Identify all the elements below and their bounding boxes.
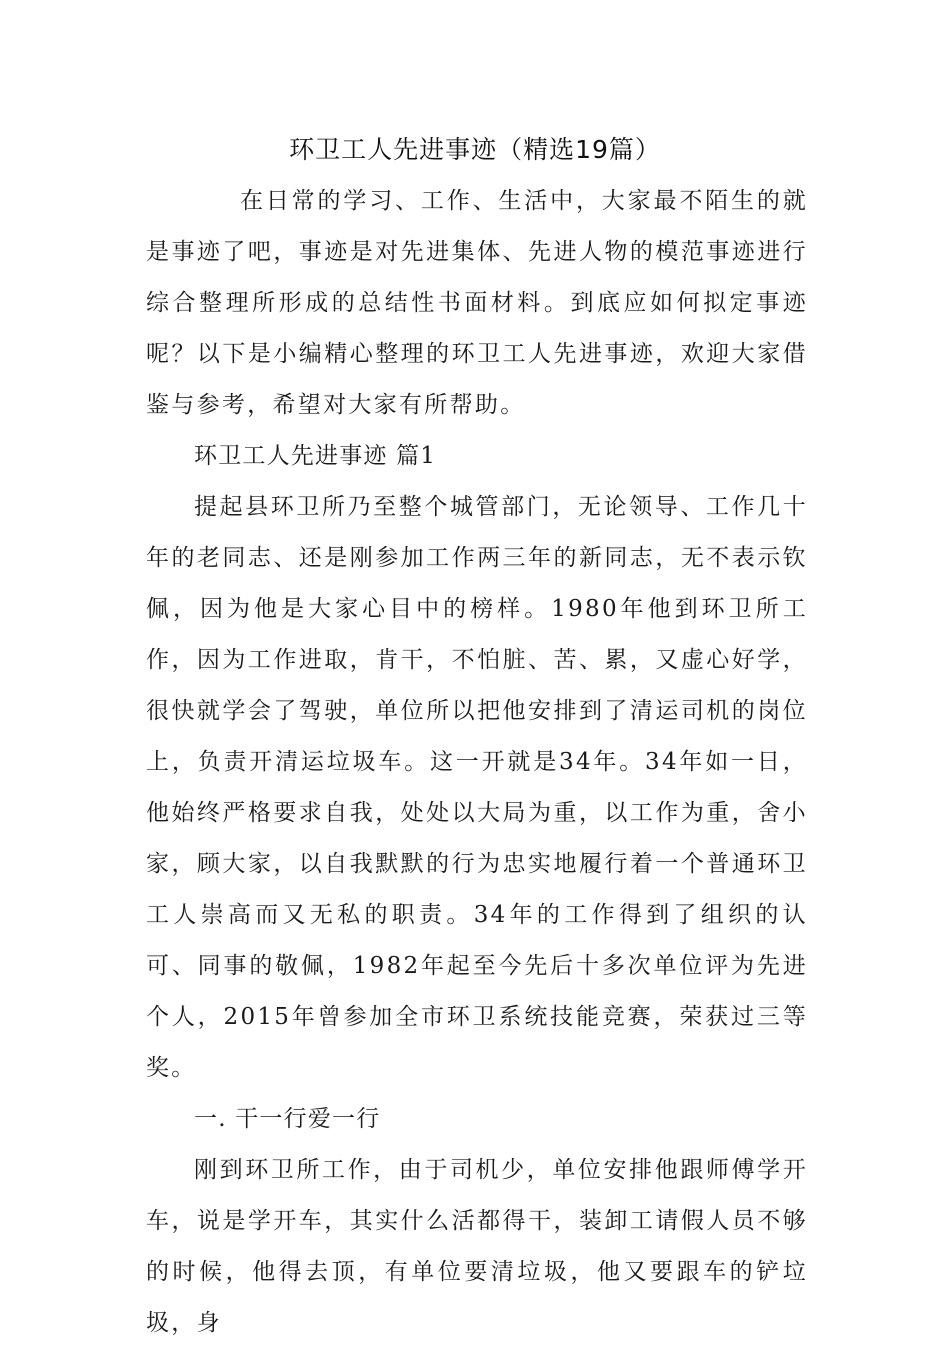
body-paragraph: 提起县环卫所乃至整个城管部门，无论领导、工作几十年的老同志、还是刚参加工作两三年的新同志，无不表示钦佩，因为他是大家心目中的榜样。1980年他到环卫所工作，因为工作进取，肯干，不怕脏、苦、累，又虚心好学，很快就学会了驾驶，单位所以把他安排到了清运司机的岗位上，负责开清运垃圾车。这一开就是34年。34年如一日，他始终严格要求自我，处处以大局为重，以工作为重，舍小家，顾大家，以自我默默的行为忠实地履行着一个普通环卫工人崇高而又无私的职责。34年的工作得到了组织的认可、同事的敬佩，1982年起至今先后十多次单位评为先进个人，2015年曾参加全市环卫系统技能竞赛，荣获过三等奖。 (146, 494, 808, 1081)
section-heading: 环卫工人先进事迹 篇1 (194, 443, 437, 469)
subheading: 一. 干一行爱一行 (194, 1106, 381, 1132)
document-body (146, 176, 808, 1349)
document-title: 环卫工人先进事迹（精选19篇） (289, 135, 661, 164)
intro-paragraph: 在日常的学习、工作、生活中，大家最不陌生的就是事迹了吧，事迹是对先进集体、先进人物的模范事迹进行综合整理所形成的总结性书面材料。到底应如何拟定事迹呢？以下是小编精心整理的环卫工人先进事迹，欢迎大家借鉴与参考，希望对大家有所帮助。 (146, 188, 808, 418)
body-paragraph: 刚到环卫所工作，由于司机少，单位安排他跟师傅学开车，说是学开车，其实什么活都得干，装卸工请假人员不够的时候，他得去顶，有单位要清垃圾，他又要跟车的铲垃圾，身 (146, 1157, 808, 1336)
